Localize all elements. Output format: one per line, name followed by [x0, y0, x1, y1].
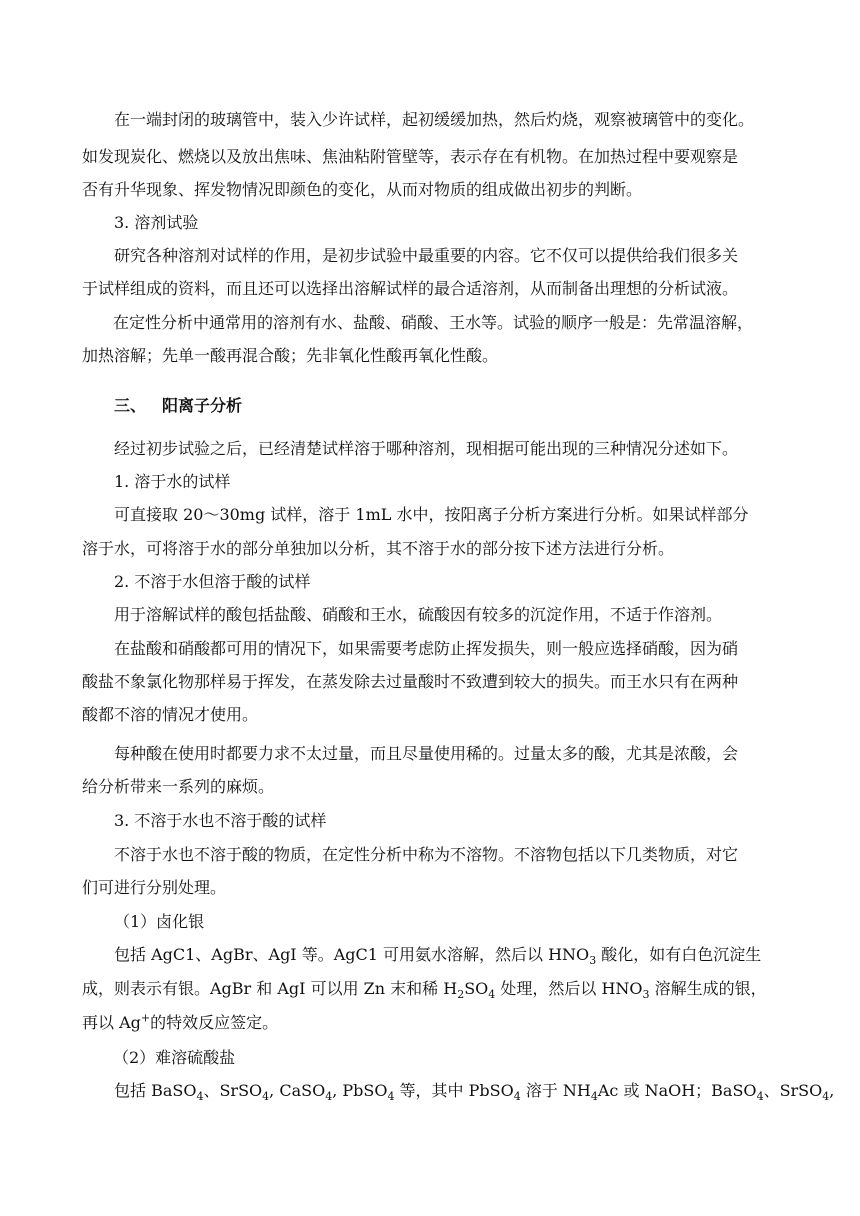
- text-run: 包括 BaSO: [114, 1081, 197, 1100]
- subscript: 4: [488, 988, 496, 1002]
- paragraph-line: [0, 945, 860, 968]
- superscript: +: [140, 1011, 151, 1025]
- subscript: 4: [513, 1090, 521, 1104]
- paragraph-line: 每种酸在使用时都要力求不太过量，而且尽量使用稀的。过量太多的酸，尤其是浓酸，会: [114, 744, 739, 763]
- text-run: SO: [464, 979, 489, 998]
- subscript: 4: [325, 1090, 333, 1104]
- paragraph-line: 不溶于水也不溶于酸的物质，在定性分析中称为不溶物。不溶物包括以下几类物质，对它: [114, 845, 739, 864]
- text-run: 溶于 NH: [520, 1081, 591, 1100]
- text-run: 溶解生成的银，: [649, 979, 767, 998]
- text-run: 酸化，如有白色沉淀生: [596, 945, 762, 964]
- paragraph-line: 加热溶解；先单一酸再混合酸；先非氧化性酸再氧化性酸。: [82, 346, 499, 365]
- subscript: 4: [822, 1090, 830, 1104]
- subsection-heading: （2）难溶硫酸盐: [113, 1048, 236, 1067]
- text-run: 再以 Ag: [82, 1013, 141, 1032]
- subscript: 4: [196, 1090, 204, 1104]
- subsection-heading: 3. 不溶于水也不溶于酸的试样: [114, 811, 327, 830]
- subsection-heading: 3. 溶剂试验: [114, 213, 199, 232]
- text-run: , CaSO: [269, 1081, 326, 1100]
- text-run: , PbSO: [332, 1081, 388, 1100]
- subscript: 4: [756, 1090, 764, 1104]
- text-run: 的特效反应签定。: [150, 1013, 279, 1032]
- subscript: 2: [457, 988, 465, 1002]
- paragraph-line: 在定性分析中通常用的溶剂有水、盐酸、硝酸、王水等。试验的顺序一般是：先常温溶解，: [113, 313, 754, 332]
- subscript: 4: [387, 1090, 395, 1104]
- text-run: 成，则表示有银。AgBr 和 AgI 可以用 Zn 末和稀 H: [82, 979, 458, 998]
- paragraph-line: [0, 979, 860, 1002]
- text-run: 等，其中 PbSO: [394, 1081, 514, 1100]
- subscript: 3: [642, 988, 650, 1002]
- paragraph-line: [0, 1081, 860, 1104]
- subscript: 3: [589, 954, 597, 968]
- paragraph-line: 酸盐不象氯化物那样易于挥发，在蒸发除去过量酸时不致遭到较大的损失。而王水只有在两种: [82, 672, 739, 691]
- paragraph-line: 溶于水，可将溶于水的部分单独加以分析，其不溶于水的部分按下述方法进行分析。: [82, 539, 675, 558]
- paragraph-line: 们可进行分别处理。: [82, 878, 227, 897]
- text-run: 处理，然后以 HNO: [495, 979, 643, 998]
- text-run: Ac 或 NaOH；BaSO: [597, 1081, 757, 1100]
- subsection-heading: （1）卤化银: [114, 912, 205, 931]
- paragraph-line: 经过初步试验之后，已经清楚试样溶于哪种溶剂，现相据可能出现的三种情况分述如下。: [114, 439, 739, 458]
- paragraph-line: 用于溶解试样的酸包括盐酸、硝酸和王水，硫酸因有较多的沉淀作用，不适于作溶剂。: [114, 605, 723, 624]
- paragraph-line: 于试样组成的资料，而且还可以选择出溶解试样的最合适溶剂，从而制备出理想的分析试液。: [82, 279, 739, 298]
- paragraph-line: 酸都不溶的情况才使用。: [82, 705, 259, 724]
- text-run: 包括 AgC1、AgBr、AgI 等。AgC1 可用氨水溶解，然后以 HNO: [114, 945, 590, 964]
- section-title: 阳离子分析: [162, 396, 243, 415]
- paragraph-line: [0, 1013, 860, 1033]
- subscript: 4: [262, 1090, 270, 1104]
- section-number: 三、: [114, 396, 147, 415]
- paragraph-line: 给分析带来一系列的麻烦。: [82, 777, 275, 796]
- paragraph-line: 如发现炭化、燃烧以及放出焦味、焦油粘附管壁等，表示存在有机物。在加热过程中要观察是: [82, 147, 739, 166]
- paragraph-line: 在盐酸和硝酸都可用的情况下，如果需要考虑防止挥发损失，则一般应选择硝酸，因为硝: [114, 639, 739, 658]
- paragraph-line: 可直接取 20～30mg 试样，溶于 1mL 水中，按阳离子分析方案进行分析。如果试样部分: [114, 505, 749, 524]
- paragraph-line: 在一端封闭的玻璃管中，装入少许试样，起初缓缓加热，然后灼烧，观察被璃管中的变化。: [114, 110, 755, 129]
- subscript: 4: [590, 1090, 598, 1104]
- subsection-heading: 2. 不溶于水但溶于酸的试样: [114, 572, 311, 591]
- text-run: 、SrSO: [203, 1081, 263, 1100]
- paragraph-line: 研究各种溶剂对试样的作用，是初步试验中最重要的内容。它不仅可以提供给我们很多关: [114, 246, 739, 265]
- section-heading: [0, 396, 860, 416]
- paragraph-line: 否有升华现象、挥发物情况即颜色的变化，从而对物质的组成做出初步的判断。: [82, 180, 643, 199]
- text-run: ,: [829, 1081, 835, 1100]
- subsection-heading: 1. 溶于水的试样: [114, 472, 231, 491]
- text-run: 、SrSO: [763, 1081, 823, 1100]
